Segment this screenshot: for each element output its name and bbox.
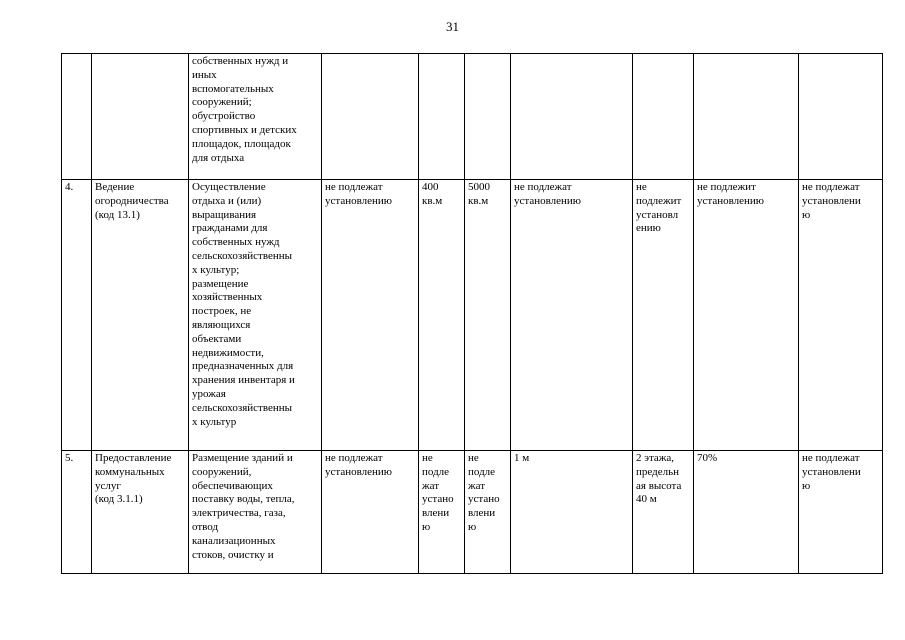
table-row [62, 54, 883, 180]
max-plot-area-cell [465, 54, 511, 180]
max-coverage-cell [694, 54, 799, 180]
use-type-name-cell: Ведение огородничества (код 13.1) [92, 180, 189, 451]
other-parameters-cell: не подлежат установлени ю [799, 180, 883, 451]
max-plot-area-cell: 5000 кв.м [465, 180, 511, 451]
min-plot-area-cell: 400 кв.м [419, 180, 465, 451]
row-number-cell: 5. [62, 451, 92, 574]
other-parameters-cell: не подлежат установлени ю [799, 451, 883, 574]
min-dimensions-cell: не подлежат установлению [322, 451, 419, 574]
use-description-cell: Размещение зданий и сооружений, обеспечивающих поставку воды, тепла, электричества, газа, отвод канализационных стоков, очистку и [189, 451, 322, 574]
max-floors-height-cell [633, 54, 694, 180]
use-description-cell: Осуществление отдыха и (или) выращивания гражданами для собственных нужд сельскохозяйственны х культур; размещение хозяйственных построек, не являющихся объектами недвижимости, предназначенных для хранения инвентаря и урожая сельскохозяйственны х культур [189, 180, 322, 451]
row-number-cell [62, 54, 92, 180]
min-dimensions-cell [322, 54, 419, 180]
use-type-name-cell: Предоставление коммунальных услуг (код 3.1.1) [92, 451, 189, 574]
table-row [62, 451, 883, 574]
min-setback-cell [511, 54, 633, 180]
other-parameters-cell [799, 54, 883, 180]
page-number: 31 [446, 19, 459, 34]
max-coverage-cell: не подлежит установлению [694, 180, 799, 451]
max-floors-height-cell: не подлежит установл ению [633, 180, 694, 451]
min-setback-cell: не подлежат установлению [511, 180, 633, 451]
use-description-cell: собственных нужд и иных вспомогательных сооружений; обустройство спортивных и детских площадок, площадок для отдыха [189, 54, 322, 180]
use-type-name-cell [92, 54, 189, 180]
regulations-table [61, 53, 883, 574]
max-coverage-cell: 70% [694, 451, 799, 574]
min-dimensions-cell: не подлежат установлению [322, 180, 419, 451]
min-plot-area-cell [419, 54, 465, 180]
max-floors-height-cell: 2 этажа, предельн ая высота 40 м [633, 451, 694, 574]
row-number-cell: 4. [62, 180, 92, 451]
table-row [62, 180, 883, 451]
min-setback-cell: 1 м [511, 451, 633, 574]
min-plot-area-cell: не подле жат устано влени ю [419, 451, 465, 574]
max-plot-area-cell: не подле жат устано влени ю [465, 451, 511, 574]
